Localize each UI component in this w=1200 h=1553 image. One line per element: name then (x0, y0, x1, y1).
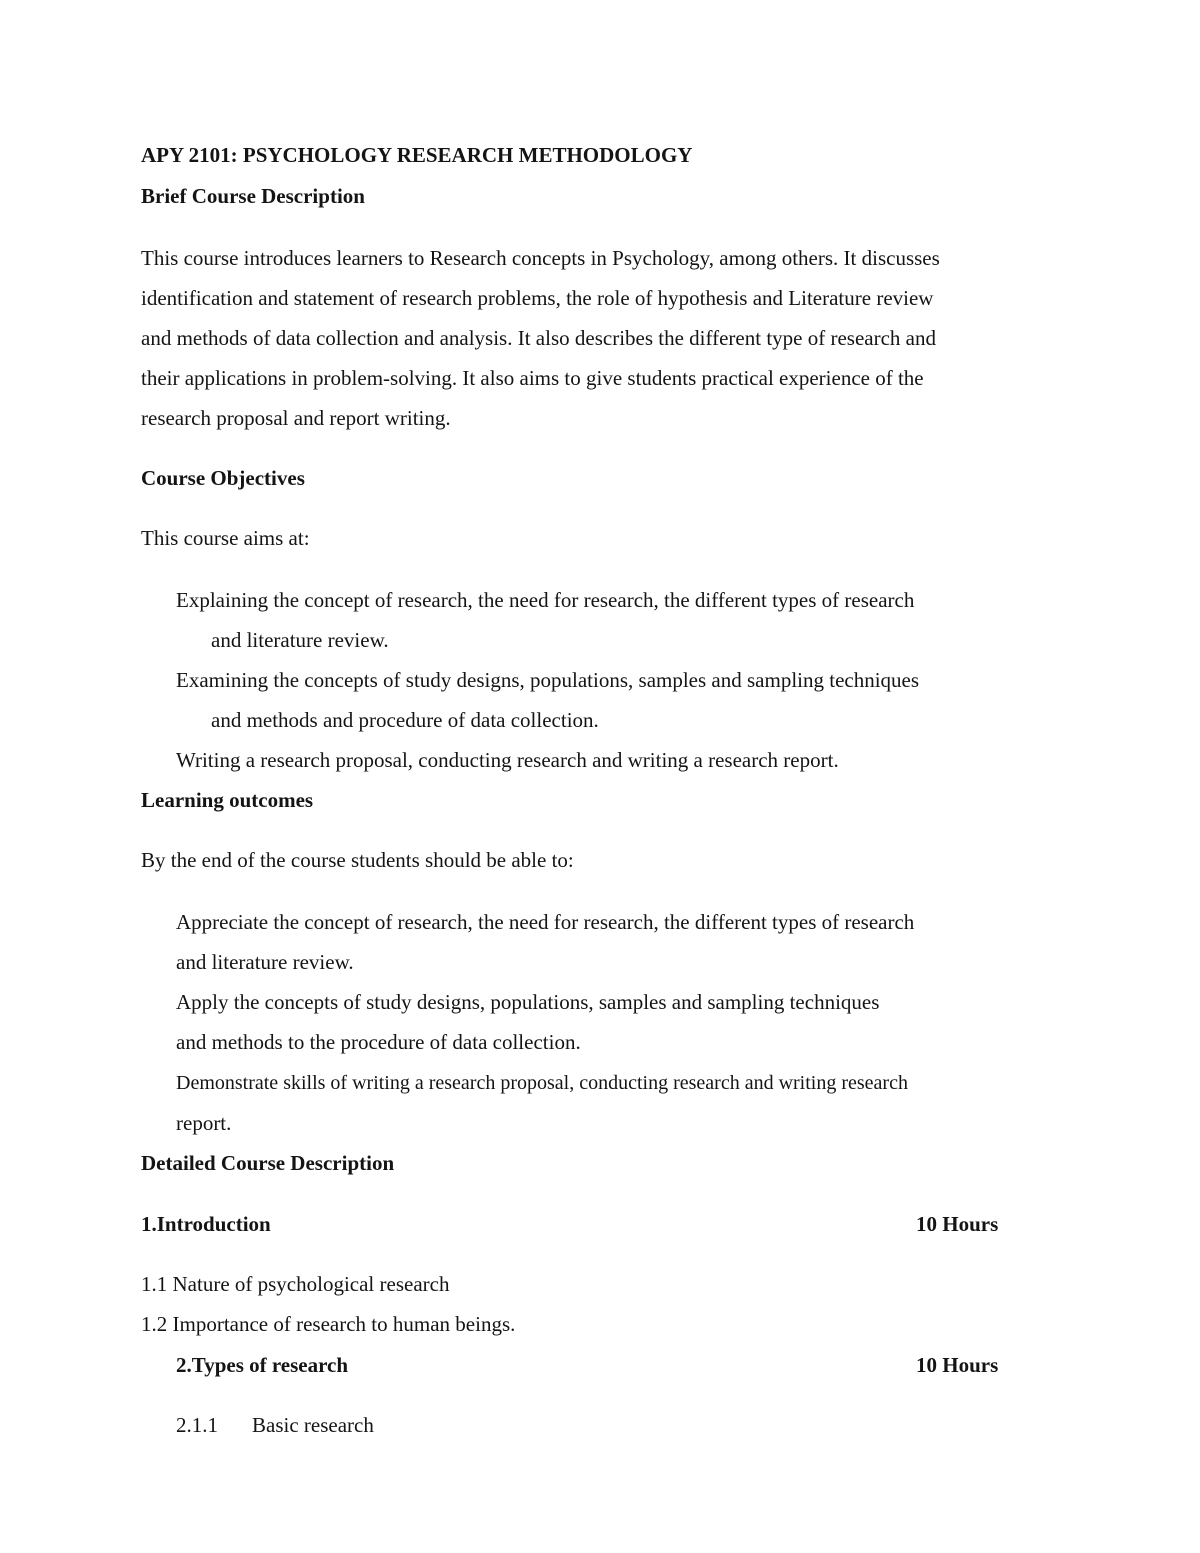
section-1-item: 1.1 Nature of psychological research (141, 1272, 450, 1296)
list-item: Writing a research proposal, conducting research and writing a research report. (176, 748, 839, 772)
paragraph-line: their applications in problem-solving. It also aims to give students practical experience of the (141, 366, 924, 390)
section-1-title: 1.Introduction (141, 1212, 271, 1236)
section-1-hours: 10 Hours (916, 1212, 999, 1236)
list-item: Apply the concepts of study designs, populations, samples and sampling techniques (176, 990, 880, 1014)
list-item: report. (176, 1111, 232, 1135)
item-number: 2.1.1 (176, 1413, 218, 1437)
brief-heading: Brief Course Description (141, 184, 365, 208)
outcomes-intro: By the end of the course students should be able to: (141, 848, 574, 872)
detailed-heading: Detailed Course Description (141, 1151, 395, 1175)
list-item: and methods and procedure of data collection. (211, 708, 599, 732)
paragraph-line: research proposal and report writing. (141, 406, 451, 430)
paragraph-line: and methods of data collection and analysis. It also describes the different type of research and (141, 326, 936, 350)
section-1-item: 1.2 Importance of research to human beings. (141, 1312, 516, 1336)
list-item: and literature review. (211, 628, 389, 652)
list-item: Explaining the concept of research, the need for research, the different types of research (176, 588, 915, 612)
section-2-item (176, 1413, 374, 1437)
course-title: APY 2101: PSYCHOLOGY RESEARCH METHODOLOGY (141, 143, 693, 167)
list-item: Demonstrate skills of writing a research proposal, conducting research and writing research (176, 1072, 908, 1094)
list-item: Appreciate the concept of research, the need for research, the different types of research (176, 910, 915, 934)
objectives-heading: Course Objectives (141, 466, 305, 490)
item-text: Basic research (252, 1413, 374, 1437)
paragraph-line: identification and statement of research problems, the role of hypothesis and Literature review (141, 286, 934, 310)
objectives-intro: This course aims at: (141, 526, 310, 550)
list-item: and literature review. (176, 950, 354, 974)
list-item: Examining the concepts of study designs, populations, samples and sampling techniques (176, 668, 920, 692)
paragraph-line: This course introduces learners to Research concepts in Psychology, among others. It discusses (141, 246, 940, 270)
list-item: and methods to the procedure of data collection. (176, 1030, 581, 1054)
outcomes-heading: Learning outcomes (141, 788, 314, 812)
section-2-hours: 10 Hours (916, 1353, 999, 1377)
section-2-title: 2.Types of research (176, 1353, 349, 1377)
